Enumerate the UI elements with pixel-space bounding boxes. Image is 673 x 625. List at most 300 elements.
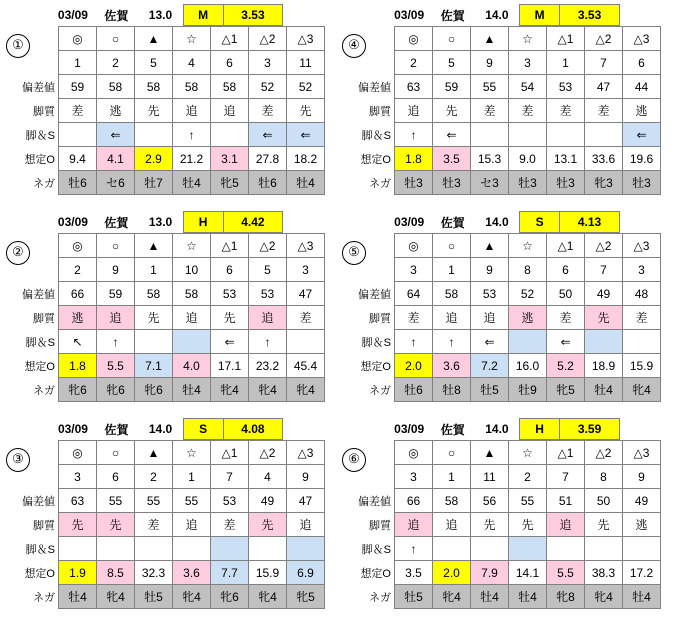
- race-place: 佐賀: [104, 422, 129, 437]
- marks-row-cell: △3: [287, 27, 325, 51]
- kyakushitsu-row-cell: 差: [623, 306, 661, 330]
- nega-row-cell: 牡5: [135, 585, 173, 609]
- rank-row-cell: 7: [585, 258, 623, 282]
- marks-row-cell: △1: [211, 27, 249, 51]
- ashi-s-row-cell: ⇐: [211, 330, 249, 354]
- ashi-s-row-cell: [249, 537, 287, 561]
- kyakushitsu-row: [342, 306, 661, 330]
- panel-number: ⑤: [342, 241, 366, 265]
- souteio-row: [342, 147, 661, 171]
- kyakushitsu-row-cell: 先: [211, 306, 249, 330]
- hensachi-row: [342, 489, 661, 513]
- ashi-s-row-cell: ⇐: [547, 330, 585, 354]
- nega-row: [6, 378, 325, 402]
- marks-row-cell: ▲: [135, 441, 173, 465]
- ashi-s-row-cell: ⇐: [249, 123, 287, 147]
- souteio-row-cell: 1.8: [59, 354, 97, 378]
- kyakushitsu-row-cell: 差: [59, 99, 97, 123]
- kyakushitsu-row-cell: 先: [135, 99, 173, 123]
- hensachi-row-cell: 50: [585, 489, 623, 513]
- marks-row-cell: △1: [547, 234, 585, 258]
- souteio-row-cell: 3.5: [433, 147, 471, 171]
- race-time: 3.53: [223, 5, 283, 26]
- souteio-row-cell: 14.1: [509, 561, 547, 585]
- nega-row-cell: 牡6: [249, 171, 287, 195]
- race-place: 佐賀: [440, 215, 465, 230]
- race-header: [6, 211, 336, 233]
- nega-row-cell: 牡4: [287, 171, 325, 195]
- kyakushitsu-row-cell: 差: [135, 513, 173, 537]
- race-distance: 14.0: [485, 422, 509, 436]
- rank-row-cell: 2: [395, 51, 433, 75]
- rank-row: [342, 465, 661, 489]
- ashi-s-row-cell: [211, 537, 249, 561]
- marks-row-cell: ○: [97, 27, 135, 51]
- marks-row-cell: ○: [433, 441, 471, 465]
- kyakushitsu-row-cell: 追: [547, 513, 585, 537]
- race-date: 03/09: [394, 8, 425, 22]
- hensachi-row-cell: 58: [97, 75, 135, 99]
- race-header: [6, 4, 336, 26]
- rank-row: [6, 258, 325, 282]
- race-pace: H: [520, 419, 560, 440]
- nega-row-cell: 牝4: [211, 378, 249, 402]
- header-spacer: [6, 419, 52, 440]
- souteio-label: 想定O: [24, 360, 55, 373]
- souteio-row-cell: 4.0: [173, 354, 211, 378]
- panel-number: ③: [6, 448, 30, 472]
- kyakushitsu-row-cell: 先: [585, 306, 623, 330]
- hensachi-row-cell: 59: [433, 75, 471, 99]
- ashi-s-row-cell: ↑: [395, 330, 433, 354]
- rank-row-cell: 10: [173, 258, 211, 282]
- kyakushitsu-row-cell: 差: [287, 306, 325, 330]
- race-date: 03/09: [57, 8, 88, 22]
- kyakushitsu-row: [6, 99, 325, 123]
- souteio-row-cell: 5.2: [547, 354, 585, 378]
- race-pace: S: [520, 212, 560, 233]
- rank-row: [342, 258, 661, 282]
- hensachi-row: [6, 75, 325, 99]
- marks-row-cell: △1: [547, 441, 585, 465]
- souteio-row-cell: 15.3: [471, 147, 509, 171]
- ashi-s-label: 脚＆S: [25, 129, 55, 142]
- ashi-s-label: 脚＆S: [361, 336, 391, 349]
- race-time: 3.59: [560, 419, 620, 440]
- souteio-row-cell: 7.1: [135, 354, 173, 378]
- race-date: 03/09: [57, 422, 88, 436]
- nega-row-cell: 牡4: [59, 585, 97, 609]
- hensachi-label: 偏差値: [22, 288, 55, 301]
- nega-row-cell: 牝4: [623, 378, 661, 402]
- nega-row-cell: 牡4: [509, 585, 547, 609]
- kyakushitsu-label: 脚質: [33, 105, 55, 118]
- race-place: 佐賀: [440, 422, 465, 437]
- marks-row-cell: △2: [585, 441, 623, 465]
- ashi-s-row: [6, 123, 325, 147]
- race-table: [6, 26, 325, 195]
- hensachi-row: [6, 282, 325, 306]
- marks-row-cell: ☆: [509, 441, 547, 465]
- hensachi-row-cell: 58: [211, 75, 249, 99]
- hensachi-row-cell: 63: [59, 489, 97, 513]
- rank-row-cell: 6: [623, 51, 661, 75]
- hensachi-row-cell: 48: [623, 282, 661, 306]
- kyakushitsu-row-cell: 追: [173, 513, 211, 537]
- rank-row-cell: 6: [547, 258, 585, 282]
- race-table: [342, 233, 661, 402]
- nega-row-cell: 牝4: [433, 585, 471, 609]
- souteio-row-cell: 18.9: [585, 354, 623, 378]
- souteio-label: 想定O: [24, 567, 55, 580]
- souteio-row-cell: 2.9: [135, 147, 173, 171]
- race-distance: 13.0: [148, 8, 173, 22]
- kyakushitsu-row-cell: 追: [395, 513, 433, 537]
- hensachi-row-cell: 59: [59, 75, 97, 99]
- marks-row-cell: △2: [249, 27, 287, 51]
- kyakushitsu-row: [342, 513, 661, 537]
- header-tail: [283, 419, 336, 440]
- rank-row: [6, 465, 325, 489]
- kyakushitsu-row-cell: 先: [585, 513, 623, 537]
- marks-row-cell: ◎: [395, 234, 433, 258]
- ashi-s-row: [342, 330, 661, 354]
- nega-label: ネガ: [369, 591, 391, 604]
- header-spacer: [6, 5, 51, 26]
- kyakushitsu-label: 脚質: [369, 519, 391, 532]
- rank-row-cell: 5: [433, 51, 471, 75]
- rank-row-cell: 3: [59, 465, 97, 489]
- race-table: [6, 440, 325, 609]
- race-distance: 14.0: [485, 8, 509, 22]
- hensachi-row-cell: 63: [395, 75, 433, 99]
- nega-row-cell: 牡4: [585, 378, 623, 402]
- panel-number: ①: [6, 34, 30, 58]
- nega-row-cell: 牡3: [395, 171, 433, 195]
- hensachi-row-cell: 55: [135, 489, 173, 513]
- ashi-s-row-cell: ↑: [395, 537, 433, 561]
- nega-row-cell: 牡4: [173, 171, 211, 195]
- race-date: 03/09: [57, 215, 88, 229]
- nega-row-cell: 牝4: [287, 378, 325, 402]
- marks-row-cell: ☆: [173, 234, 211, 258]
- rank-row-cell: 4: [249, 465, 287, 489]
- souteio-row: [342, 561, 661, 585]
- souteio-row-cell: 15.9: [249, 561, 287, 585]
- kyakushitsu-label: 脚質: [369, 312, 391, 325]
- kyakushitsu-row-cell: 差: [547, 99, 585, 123]
- marks-row: [342, 441, 661, 465]
- kyakushitsu-row-cell: 逃: [509, 306, 547, 330]
- race-time: 4.08: [223, 419, 283, 440]
- nega-row: [6, 171, 325, 195]
- souteio-row-cell: 19.6: [623, 147, 661, 171]
- rank-row-cell: 7: [585, 51, 623, 75]
- souteio-row-cell: 16.0: [509, 354, 547, 378]
- marks-row-cell: ▲: [135, 27, 173, 51]
- hensachi-row-cell: 47: [287, 282, 325, 306]
- marks-row-cell: ▲: [135, 234, 173, 258]
- nega-row-cell: 牝6: [135, 378, 173, 402]
- souteio-row-cell: 21.2: [173, 147, 211, 171]
- ashi-s-row-cell: [135, 537, 173, 561]
- souteio-row-cell: 3.1: [211, 147, 249, 171]
- hensachi-row-cell: 51: [547, 489, 585, 513]
- header-tail: [619, 212, 673, 233]
- hensachi-row-cell: 52: [509, 282, 547, 306]
- marks-row-cell: △3: [287, 441, 325, 465]
- header-spacer: [342, 419, 388, 440]
- marks-row-cell: ☆: [173, 27, 211, 51]
- race-table: [342, 440, 661, 609]
- souteio-row-cell: 3.5: [395, 561, 433, 585]
- race-place: 佐賀: [104, 215, 129, 230]
- souteio-row-cell: 5.5: [97, 354, 135, 378]
- souteio-row-cell: 33.6: [585, 147, 623, 171]
- nega-label: ネガ: [369, 384, 391, 397]
- hensachi-row-cell: 55: [509, 489, 547, 513]
- kyakushitsu-row-cell: 追: [433, 513, 471, 537]
- ashi-s-label: 脚＆S: [361, 543, 391, 556]
- race-place: 佐賀: [104, 8, 129, 23]
- souteio-row-cell: 27.8: [249, 147, 287, 171]
- ashi-s-row-cell: [509, 537, 547, 561]
- header-tail: [283, 212, 336, 233]
- ashi-s-row-cell: [173, 537, 211, 561]
- nega-row-cell: 牝3: [585, 171, 623, 195]
- marks-row-cell: △1: [211, 234, 249, 258]
- kyakushitsu-row-cell: 先: [135, 306, 173, 330]
- kyakushitsu-row-cell: 差: [509, 99, 547, 123]
- hensachi-row-cell: 58: [433, 282, 471, 306]
- marks-row-cell: △3: [623, 27, 661, 51]
- ashi-s-row-cell: [135, 330, 173, 354]
- ashi-s-row-cell: ⇐: [471, 330, 509, 354]
- souteio-row-cell: 6.9: [287, 561, 325, 585]
- nega-row: [342, 171, 661, 195]
- ashi-s-row-cell: [97, 537, 135, 561]
- ashi-s-row-cell: ↑: [395, 123, 433, 147]
- souteio-row-cell: 18.2: [287, 147, 325, 171]
- rank-row: [342, 51, 661, 75]
- rank-row-cell: 6: [97, 465, 135, 489]
- nega-row-cell: 牡5: [471, 378, 509, 402]
- marks-row-cell: ○: [97, 234, 135, 258]
- ashi-s-row-cell: [547, 537, 585, 561]
- souteio-row-cell: 17.1: [211, 354, 249, 378]
- kyakushitsu-row-cell: 追: [173, 99, 211, 123]
- race-pace: M: [519, 5, 559, 26]
- race-distance: 13.0: [148, 215, 173, 229]
- hensachi-row-cell: 58: [135, 282, 173, 306]
- hensachi-row-cell: 47: [287, 489, 325, 513]
- souteio-label: 想定O: [24, 153, 55, 166]
- rank-row-cell: 1: [547, 51, 585, 75]
- kyakushitsu-label: 脚質: [33, 519, 55, 532]
- race-header: [6, 418, 336, 440]
- souteio-label: 想定O: [360, 360, 391, 373]
- ashi-s-row-cell: ↑: [249, 330, 287, 354]
- race-panel-6: [336, 414, 673, 621]
- rank-row-cell: 3: [623, 258, 661, 282]
- rank-row-cell: 1: [173, 465, 211, 489]
- marks-row-cell: ○: [97, 441, 135, 465]
- rank-row-cell: 5: [135, 51, 173, 75]
- hensachi-label: 偏差値: [358, 288, 391, 301]
- hensachi-label: 偏差値: [358, 495, 391, 508]
- nega-row-cell: 牝5: [211, 171, 249, 195]
- ashi-s-row-cell: ⇐: [433, 123, 471, 147]
- nega-label: ネガ: [33, 177, 55, 190]
- marks-row-cell: ◎: [59, 441, 97, 465]
- nega-label: ネガ: [369, 177, 391, 190]
- rank-row-cell: 7: [547, 465, 585, 489]
- kyakushitsu-row-cell: 追: [471, 306, 509, 330]
- nega-row: [342, 585, 661, 609]
- souteio-label: 想定O: [360, 153, 391, 166]
- hensachi-row-cell: 52: [287, 75, 325, 99]
- panel-number: ④: [342, 34, 366, 58]
- hensachi-row-cell: 58: [135, 75, 173, 99]
- kyakushitsu-row-cell: 逃: [623, 513, 661, 537]
- nega-label: ネガ: [33, 384, 55, 397]
- nega-row-cell: 牝6: [97, 378, 135, 402]
- header-tail: [619, 419, 673, 440]
- marks-row-cell: ◎: [395, 441, 433, 465]
- nega-row-cell: 牝4: [249, 585, 287, 609]
- nega-row-cell: 牡4: [623, 585, 661, 609]
- hensachi-row: [342, 75, 661, 99]
- kyakushitsu-row-cell: 先: [287, 99, 325, 123]
- race-pace: S: [183, 419, 223, 440]
- marks-row-cell: △1: [547, 27, 585, 51]
- header-tail: [619, 5, 673, 26]
- marks-row: [6, 234, 325, 258]
- kyakushitsu-row-cell: 追: [433, 306, 471, 330]
- souteio-row-cell: 3.6: [433, 354, 471, 378]
- marks-row: [6, 27, 325, 51]
- souteio-row: [6, 147, 325, 171]
- nega-row-cell: 牡3: [547, 171, 585, 195]
- hensachi-row-cell: 56: [471, 489, 509, 513]
- marks-row: [6, 441, 325, 465]
- race-panel-4: [336, 207, 673, 414]
- ashi-s-row-cell: ↑: [433, 330, 471, 354]
- souteio-row-cell: 23.2: [249, 354, 287, 378]
- kyakushitsu-row-cell: 逃: [97, 99, 135, 123]
- ashi-s-row-cell: [471, 123, 509, 147]
- race-header: [342, 4, 673, 26]
- souteio-row-cell: 9.4: [59, 147, 97, 171]
- hensachi-row-cell: 54: [509, 75, 547, 99]
- souteio-row-cell: 7.7: [211, 561, 249, 585]
- hensachi-row-cell: 59: [97, 282, 135, 306]
- souteio-row-cell: 2.0: [433, 561, 471, 585]
- hensachi-row-cell: 53: [249, 282, 287, 306]
- kyakushitsu-row-cell: 追: [249, 306, 287, 330]
- souteio-label: 想定O: [360, 567, 391, 580]
- kyakushitsu-row: [6, 306, 325, 330]
- rank-row-cell: 4: [173, 51, 211, 75]
- kyakushitsu-row-cell: 先: [59, 513, 97, 537]
- ashi-s-row-cell: [585, 537, 623, 561]
- nega-row-cell: セ6: [97, 171, 135, 195]
- marks-row-cell: △2: [249, 441, 287, 465]
- souteio-row-cell: 4.1: [97, 147, 135, 171]
- ashi-s-row-cell: [211, 123, 249, 147]
- rank-row-cell: 8: [509, 258, 547, 282]
- kyakushitsu-row-cell: 先: [433, 99, 471, 123]
- hensachi-row-cell: 53: [471, 282, 509, 306]
- race-table: [6, 233, 325, 402]
- rank-row-cell: 9: [471, 51, 509, 75]
- header-tail: [283, 5, 336, 26]
- souteio-row-cell: 8.5: [97, 561, 135, 585]
- nega-row-cell: 牡5: [395, 585, 433, 609]
- rank-row-cell: 3: [395, 258, 433, 282]
- kyakushitsu-row-cell: 追: [173, 306, 211, 330]
- hensachi-label: 偏差値: [22, 81, 55, 94]
- marks-row-cell: ☆: [509, 234, 547, 258]
- ashi-s-label: 脚＆S: [25, 543, 55, 556]
- race-date: 03/09: [394, 215, 425, 229]
- ashi-s-row: [342, 537, 661, 561]
- souteio-row-cell: 7.2: [471, 354, 509, 378]
- nega-row-cell: 牝5: [287, 585, 325, 609]
- kyakushitsu-label: 脚質: [33, 312, 55, 325]
- rank-row-cell: 9: [471, 258, 509, 282]
- ashi-s-row-cell: [173, 330, 211, 354]
- race-table: [342, 26, 661, 195]
- header-spacer: [6, 212, 52, 233]
- hensachi-row-cell: 53: [211, 489, 249, 513]
- nega-row-cell: 牡6: [59, 171, 97, 195]
- kyakushitsu-row-cell: 差: [547, 306, 585, 330]
- marks-row: [342, 27, 661, 51]
- ashi-s-row-cell: ↖: [59, 330, 97, 354]
- kyakushitsu-row-cell: 差: [211, 513, 249, 537]
- nega-row-cell: 牡3: [623, 171, 661, 195]
- race-panel-2: [336, 0, 673, 207]
- marks-row-cell: ○: [433, 234, 471, 258]
- hensachi-row-cell: 53: [211, 282, 249, 306]
- ashi-s-row-cell: [509, 330, 547, 354]
- header-spacer: [342, 5, 388, 26]
- marks-row-cell: △3: [623, 441, 661, 465]
- hensachi-row: [6, 489, 325, 513]
- kyakushitsu-row-cell: 追: [97, 306, 135, 330]
- ashi-s-row-cell: [287, 330, 325, 354]
- souteio-row-cell: 2.0: [395, 354, 433, 378]
- marks-row-cell: △1: [211, 441, 249, 465]
- nega-row-cell: 牡8: [433, 378, 471, 402]
- hensachi-row-cell: 55: [97, 489, 135, 513]
- nega-row-cell: 牡4: [173, 378, 211, 402]
- header-spacer: [342, 212, 388, 233]
- rank-row-cell: 2: [59, 258, 97, 282]
- rank-row-cell: 11: [471, 465, 509, 489]
- marks-row-cell: ◎: [59, 27, 97, 51]
- nega-row-cell: 牝8: [547, 585, 585, 609]
- rank-row-cell: 7: [211, 465, 249, 489]
- hensachi-row-cell: 66: [395, 489, 433, 513]
- souteio-row: [342, 354, 661, 378]
- kyakushitsu-row-cell: 先: [97, 513, 135, 537]
- hensachi-row-cell: 47: [585, 75, 623, 99]
- marks-row-cell: △3: [287, 234, 325, 258]
- rank-row-cell: 8: [585, 465, 623, 489]
- kyakushitsu-row: [342, 99, 661, 123]
